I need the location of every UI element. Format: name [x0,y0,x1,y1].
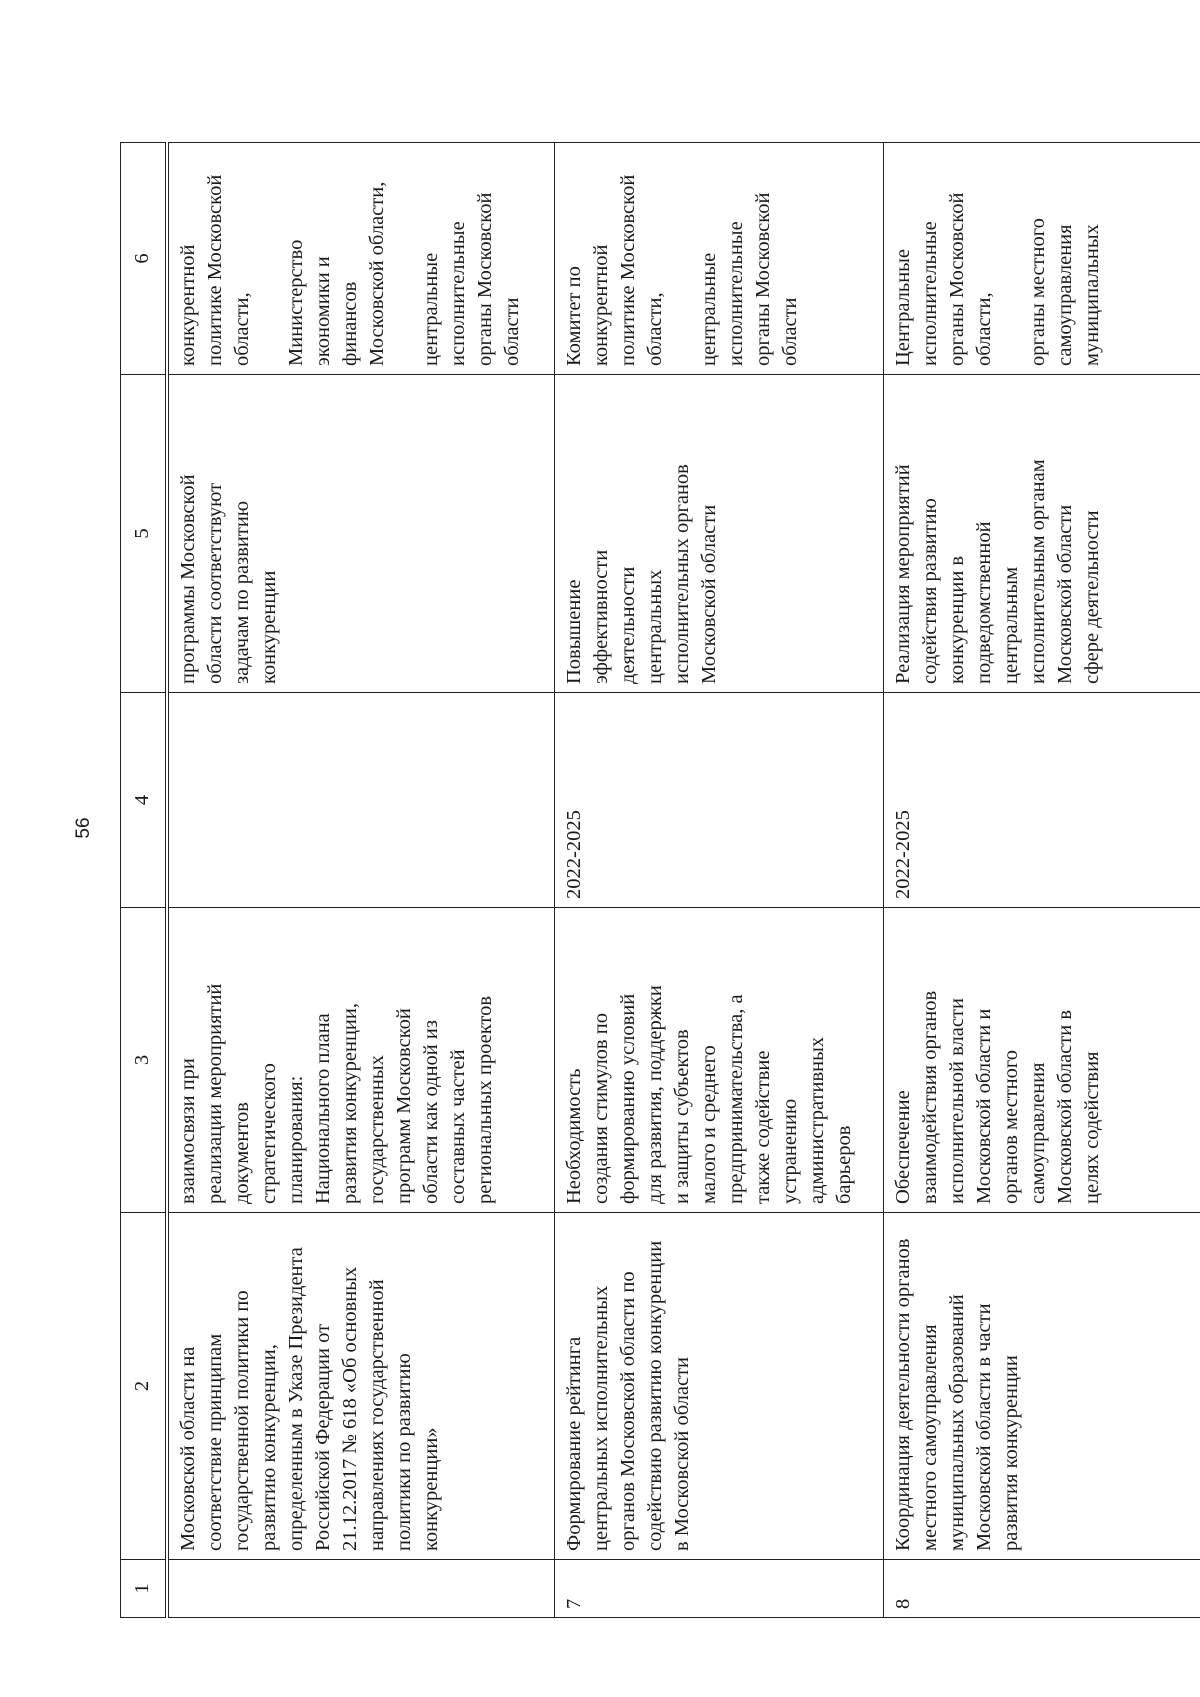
column-header: 5 [121,375,167,693]
column-header: 4 [121,693,167,908]
column-header: 1 [121,1560,167,1618]
table-header-row [121,143,167,1618]
spacer [669,151,696,366]
column-header: 2 [121,1213,167,1560]
problem-cell: Необходимость создания стимулов по формированию условий для развития, поддержки и защиты субъектов малого и среднего предпринимательства, а также содействие устранению административных барьеров [555,908,884,1213]
spacer [998,151,1025,366]
executors-cell: конкурентной политике Московской области, Министерство экономики и финансов Московской области, центральные исполнительные органы Московской области [167,143,555,375]
event-cell: Московской области на соответствие принципам государственной политики по развитию конкуренции, определенным в Указе Президента Российской Федерации от 21.12.2017 № 618 «Об основных направлениях государственной политики по развитию конкуренции» [167,1213,555,1560]
executors-cell: Центральные исполнительные органы Московской области, органы местного самоуправления муниципальных [884,143,1200,375]
result-cell: Повышение эффективности деятельности центральных исполнительных органов Московской области [555,375,884,693]
period-cell [167,693,555,908]
page-number: 56 [73,817,94,839]
executors-cell: Комитет по конкурентной политике Московской области, центральные исполнительные органы Московской области [555,143,884,375]
spacer [391,151,418,366]
spacer [256,151,283,366]
event-cell: Координация деятельности органов местного самоуправления муниципальных образований Московской области в части развития конкуренции [884,1213,1200,1560]
result-cell: Реализация мероприятий содействия развитию конкуренции в подведомственной центральным исполнительным органам Московской области сфере деятельности [884,375,1200,693]
column-header: 3 [121,908,167,1213]
table-row [884,143,1200,1618]
table-row [167,143,555,1618]
event-cell: Формирование рейтинга центральных исполнительных органов Московской области по содействию развитию конкуренции в Московской области [555,1213,884,1560]
row-number: 7 [555,1560,884,1618]
rotated-table-container [120,143,1200,1618]
row-number [167,1560,555,1618]
problem-cell: Обеспечение взаимодействия органов исполнительной власти Московской области и органов местного самоуправления Московской области в целях содействия [884,908,1200,1213]
period-cell: 2022-2025 [555,693,884,908]
column-header: 6 [121,143,167,375]
table-row [555,143,884,1618]
row-number: 8 [884,1560,1200,1618]
period-cell: 2022-2025 [884,693,1200,908]
measures-table [120,142,1200,1618]
result-cell: программы Московской области соответствуют задачам по развитию конкуренции [167,375,555,693]
problem-cell: взаимосвязи при реализации мероприятий документов стратегического планирования: Национального плана развития конкуренции, государственных программ Московской области как одной из составных частей региональных проектов [167,908,555,1213]
